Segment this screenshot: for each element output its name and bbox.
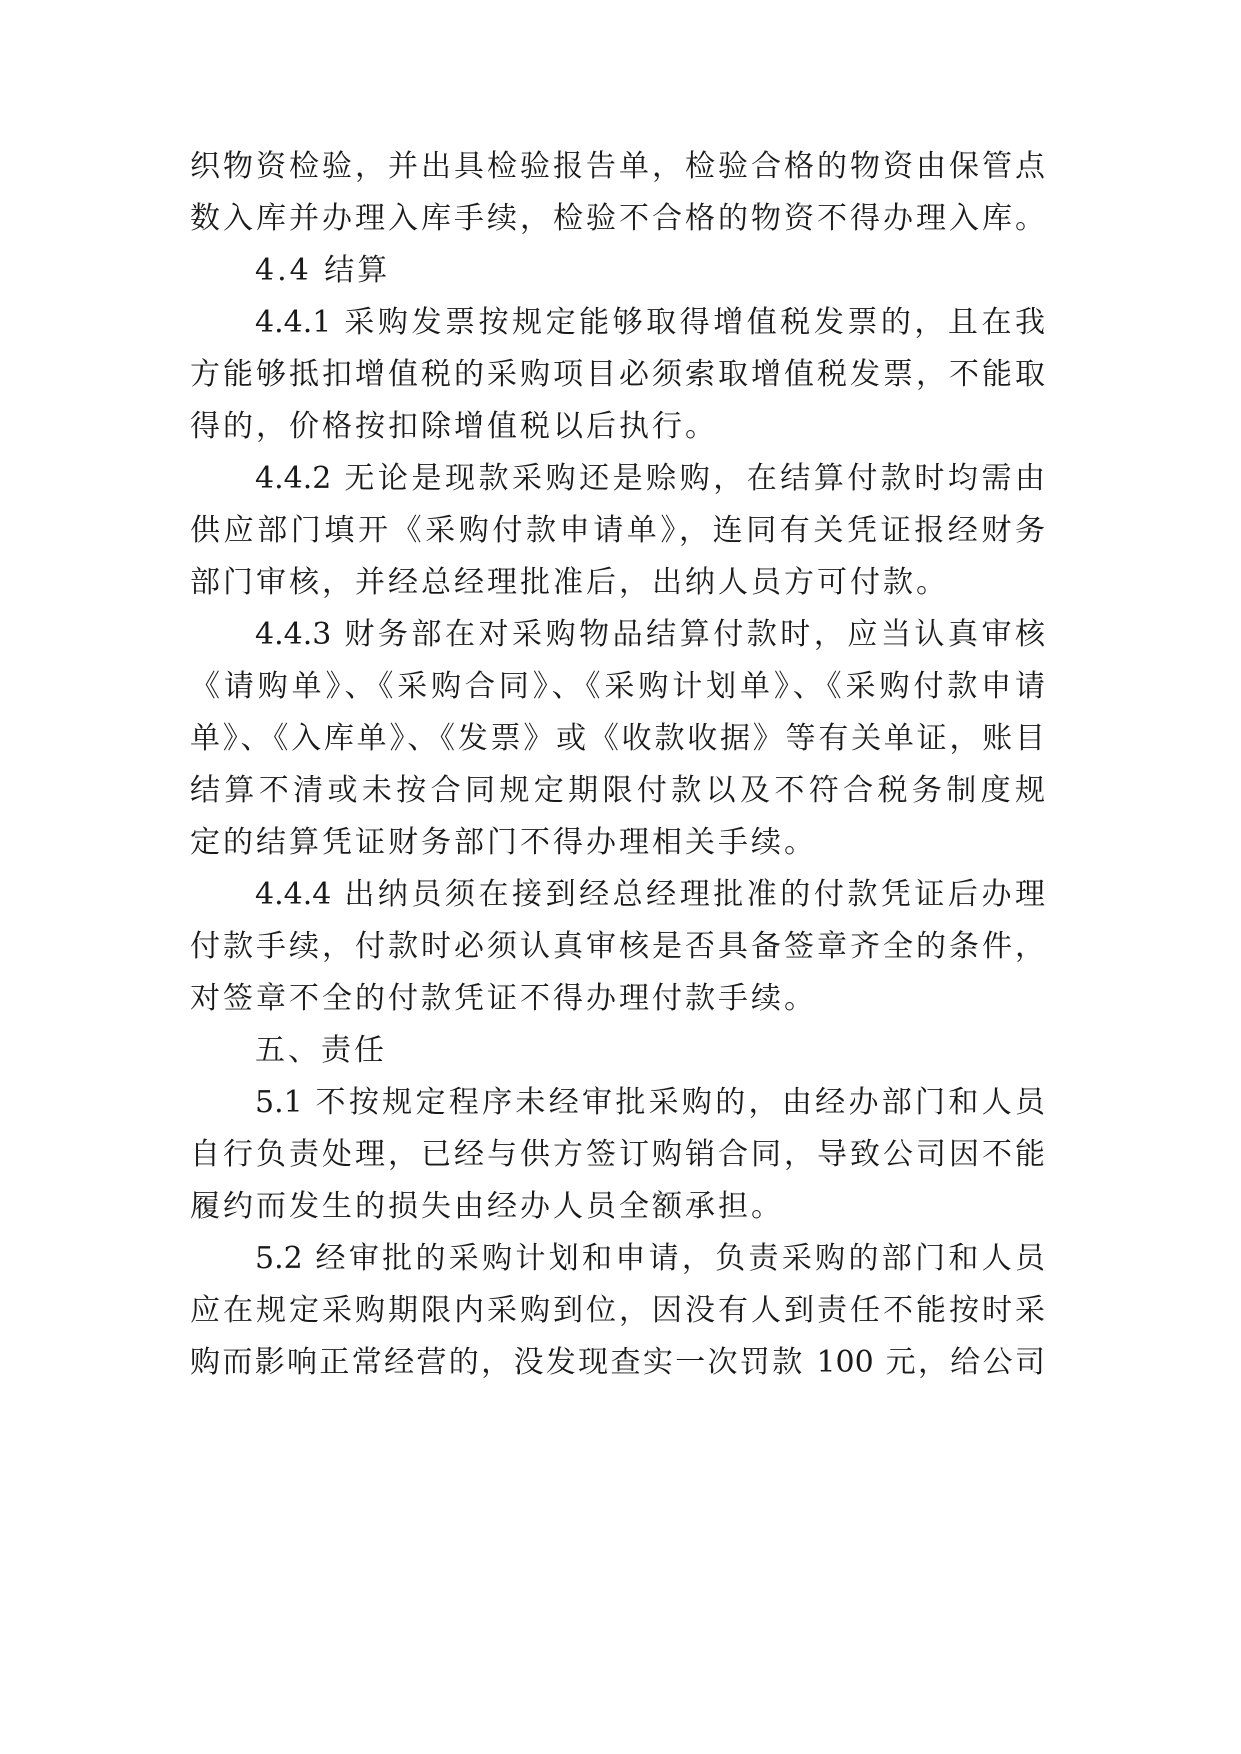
text-line: 购而影响正常经营的，没发现查实一次罚款 100 元，给公司 [190, 1345, 1045, 1380]
text-line: 4.4.1 采购发票按规定能够取得增值税发票的，且在我 [255, 305, 1045, 340]
text-line: 数入库并办理入库手续，检验不合格的物资不得办理入库。 [190, 201, 1045, 236]
text-line: 5.1 不按规定程序未经审批采购的，由经办部门和人员 [255, 1085, 1045, 1120]
text-line: 得的，价格按扣除增值税以后执行。 [190, 409, 718, 444]
text-line: 单》、《入库单》、《发票》或《收款收据》等有关单证，账目 [190, 721, 1045, 756]
text-line: 方能够抵扣增值税的采购项目必须索取增值税发票，不能取 [190, 357, 1045, 392]
text-line: 对签章不全的付款凭证不得办理付款手续。 [190, 981, 817, 1016]
text-line: 《请购单》、《采购合同》、《采购计划单》、《采购付款申请 [190, 669, 1045, 704]
text-line: 5.2 经审批的采购计划和申请，负责采购的部门和人员 [255, 1241, 1045, 1276]
text-line: 定的结算凭证财务部门不得办理相关手续。 [190, 825, 817, 860]
text-line: 履约而发生的损失由经办人员全额承担。 [190, 1189, 784, 1224]
text-line: 4.4.4 出纳员须在接到经总经理批准的付款凭证后办理 [255, 877, 1045, 912]
text-line: 应在规定采购期限内采购到位，因没有人到责任不能按时采 [190, 1293, 1045, 1328]
text-line: 4.4.3 财务部在对采购物品结算付款时，应当认真审核 [255, 617, 1045, 652]
text-line: 付款手续，付款时必须认真审核是否具备签章齐全的条件， [190, 929, 1045, 964]
section-heading: 五、责任 [255, 1033, 387, 1068]
text-line: 4.4.2 无论是现款采购还是赊购，在结算付款时均需由 [255, 461, 1045, 496]
text-line: 结算不清或未按合同规定期限付款以及不符合税务制度规 [190, 773, 1045, 808]
section-heading: 4.4 结算 [255, 253, 391, 288]
text-line: 供应部门填开《采购付款申请单》，连同有关凭证报经财务 [190, 513, 1045, 548]
text-line: 部门审核，并经总经理批准后，出纳人员方可付款。 [190, 565, 949, 600]
text-line: 织物资检验，并出具检验报告单，检验合格的物资由保管点 [190, 149, 1045, 184]
text-line: 自行负责处理，已经与供方签订购销合同，导致公司因不能 [190, 1137, 1045, 1172]
